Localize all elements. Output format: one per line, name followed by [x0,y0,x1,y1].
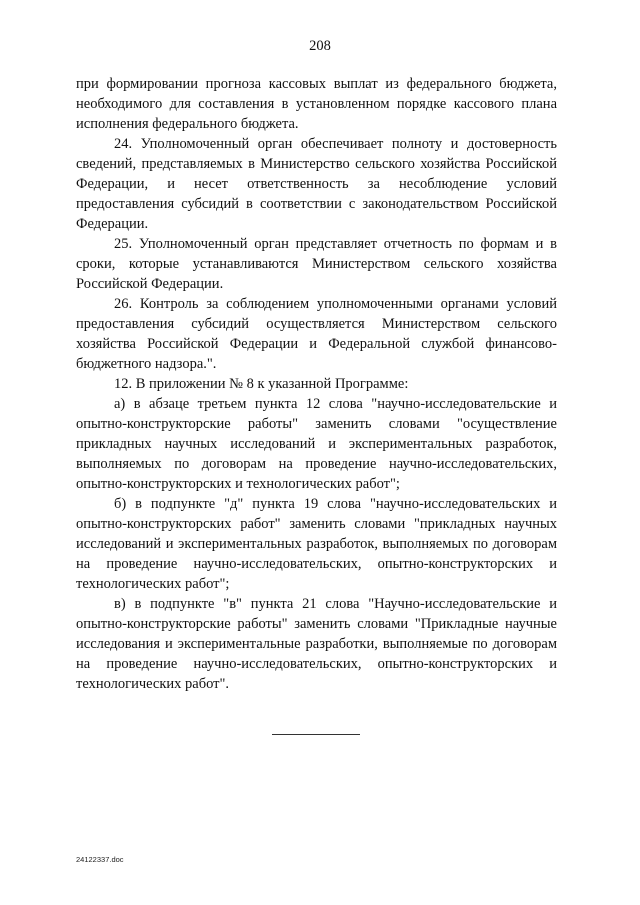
paragraph-item-25: 25. Уполномоченный орган представляет отчетность по формам и в сроки, которые устанавливаются Министерством сельского хозяйства Российской Федерации. [76,236,557,292]
document-file-code: 24122337.doc [76,855,124,864]
document-body [76,74,557,694]
paragraph-subitem-v: в) в подпункте "в" пункта 21 слова "Научно-исследовательские и опытно-конструкторские работы" заменить словами "Прикладные научные исследования и экспериментальные разработки, выполняемые по договорам на проведение научно-исследовательских, опытно-конструкторских и технологических работ". [76,596,557,692]
paragraph-continuation: при формировании прогноза кассовых выплат из федерального бюджета, необходимого для составления в установленном порядке кассового плана исполнения федерального бюджета. [76,76,557,132]
paragraph-subitem-b: б) в подпункте "д" пункта 19 слова "научно-исследовательских и опытно-конструкторских работ" заменить словами "прикладных научных исследований и экспериментальных разработок, выполняемых по договорам на проведение научно-исследовательских, опытно-конструкторских и технологических работ"; [76,496,557,592]
paragraph-subitem-a: а) в абзаце третьем пункта 12 слова "научно-исследовательские и опытно-конструкторские работы" заменить словами "осуществление прикладных научных исследований и экспериментальных разработок, выполняемых по договорам на проведение научно-исследовательских, опытно-конструкторских и технологических работ"; [76,396,557,492]
paragraph-item-24: 24. Уполномоченный орган обеспечивает полноту и достоверность сведений, представляемых в Министерство сельского хозяйства Российской Федерации, и несет ответственность за несоблюдение условий предоставления субсидий в соответствии с законодательством Российской Федерации. [76,136,557,232]
paragraph-item-12: 12. В приложении № 8 к указанной Программе: [114,376,409,392]
page-number: 208 [309,38,331,54]
section-divider [272,734,360,735]
paragraph-item-26: 26. Контроль за соблюдением уполномоченными органами условий предоставления субсидий осуществляется Министерством сельского хозяйства Российской Федерации и Федеральной службой финансово-бюджетного надзора.". [76,296,557,372]
